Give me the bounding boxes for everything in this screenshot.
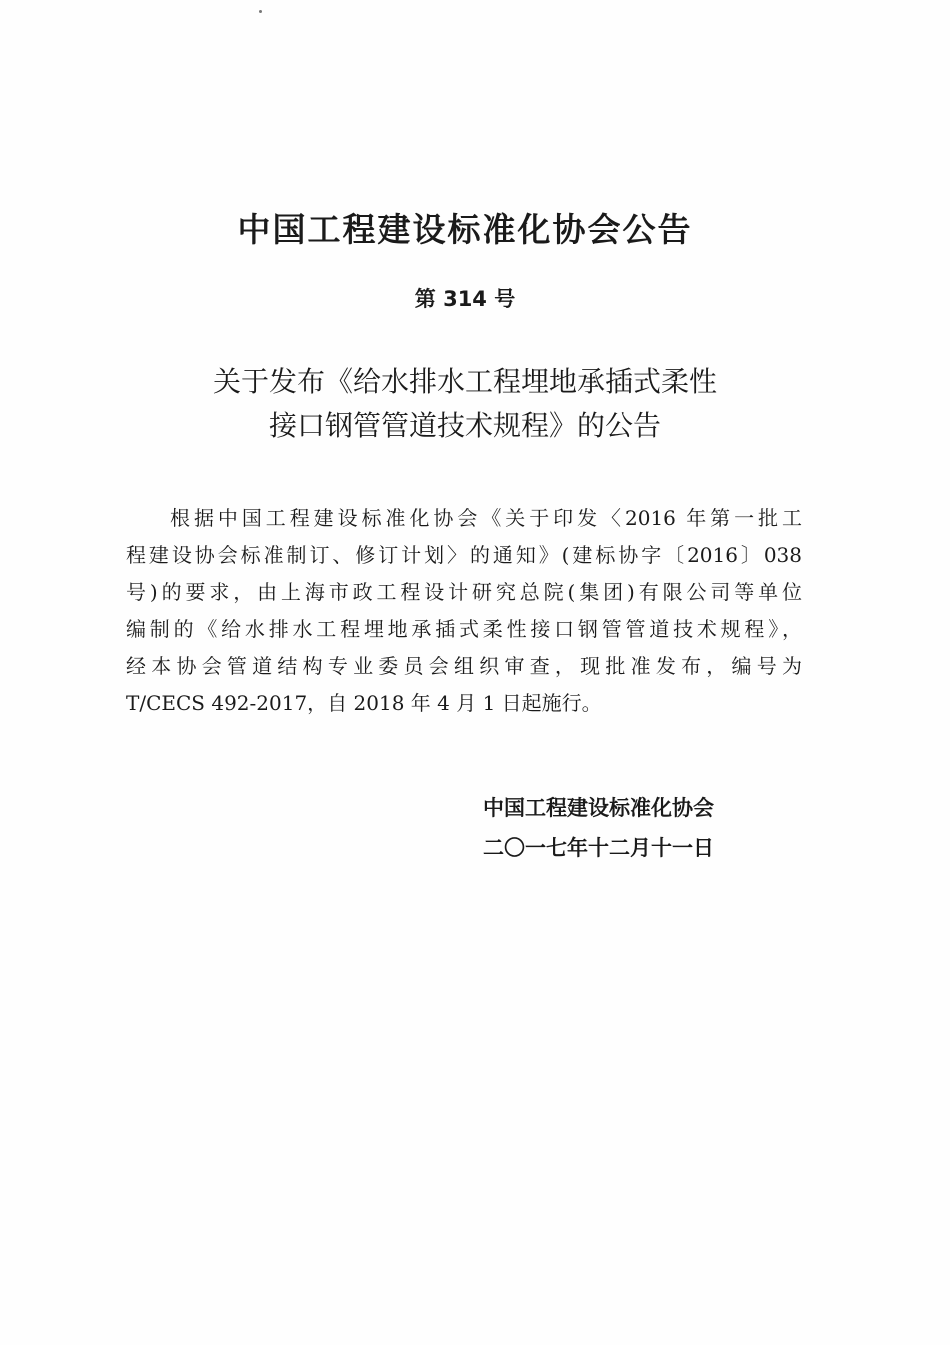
subtitle-line: 接口钢管管道技术规程》的公告 — [268, 409, 661, 442]
body-line: 编制的《给水排水工程埋地承插式柔性接口钢管管道技术规程》， — [126, 617, 802, 641]
announcement-number: 第 314 号 — [414, 287, 516, 311]
signature-date: 二〇一七年十二月十一日 — [483, 836, 714, 860]
body-line: 根据中国工程建设标准化协会《关于印发〈2016 年第一批工 — [170, 506, 802, 530]
scan-speck — [259, 10, 262, 13]
signature-organization: 中国工程建设标准化协会 — [483, 796, 714, 820]
announcement-body — [126, 500, 802, 722]
announcement-title: 中国工程建设标准化协会公告 — [237, 210, 693, 249]
body-line: 程建设协会标准制订、修订计划〉的通知》(建标协字〔2016〕038 — [126, 543, 802, 567]
signature-block — [483, 788, 714, 868]
announcement-subtitle — [0, 360, 930, 448]
body-line: 经本协会管道结构专业委员会组织审查，现批准发布，编号为 — [126, 654, 802, 678]
body-line: 号)的要求，由上海市政工程设计研究总院(集团)有限公司等单位 — [126, 580, 802, 604]
body-line: T/CECS 492-2017，自 2018 年 4 月 1 日起施行。 — [126, 691, 602, 715]
subtitle-line: 关于发布《给水排水工程埋地承插式柔性 — [212, 365, 717, 398]
